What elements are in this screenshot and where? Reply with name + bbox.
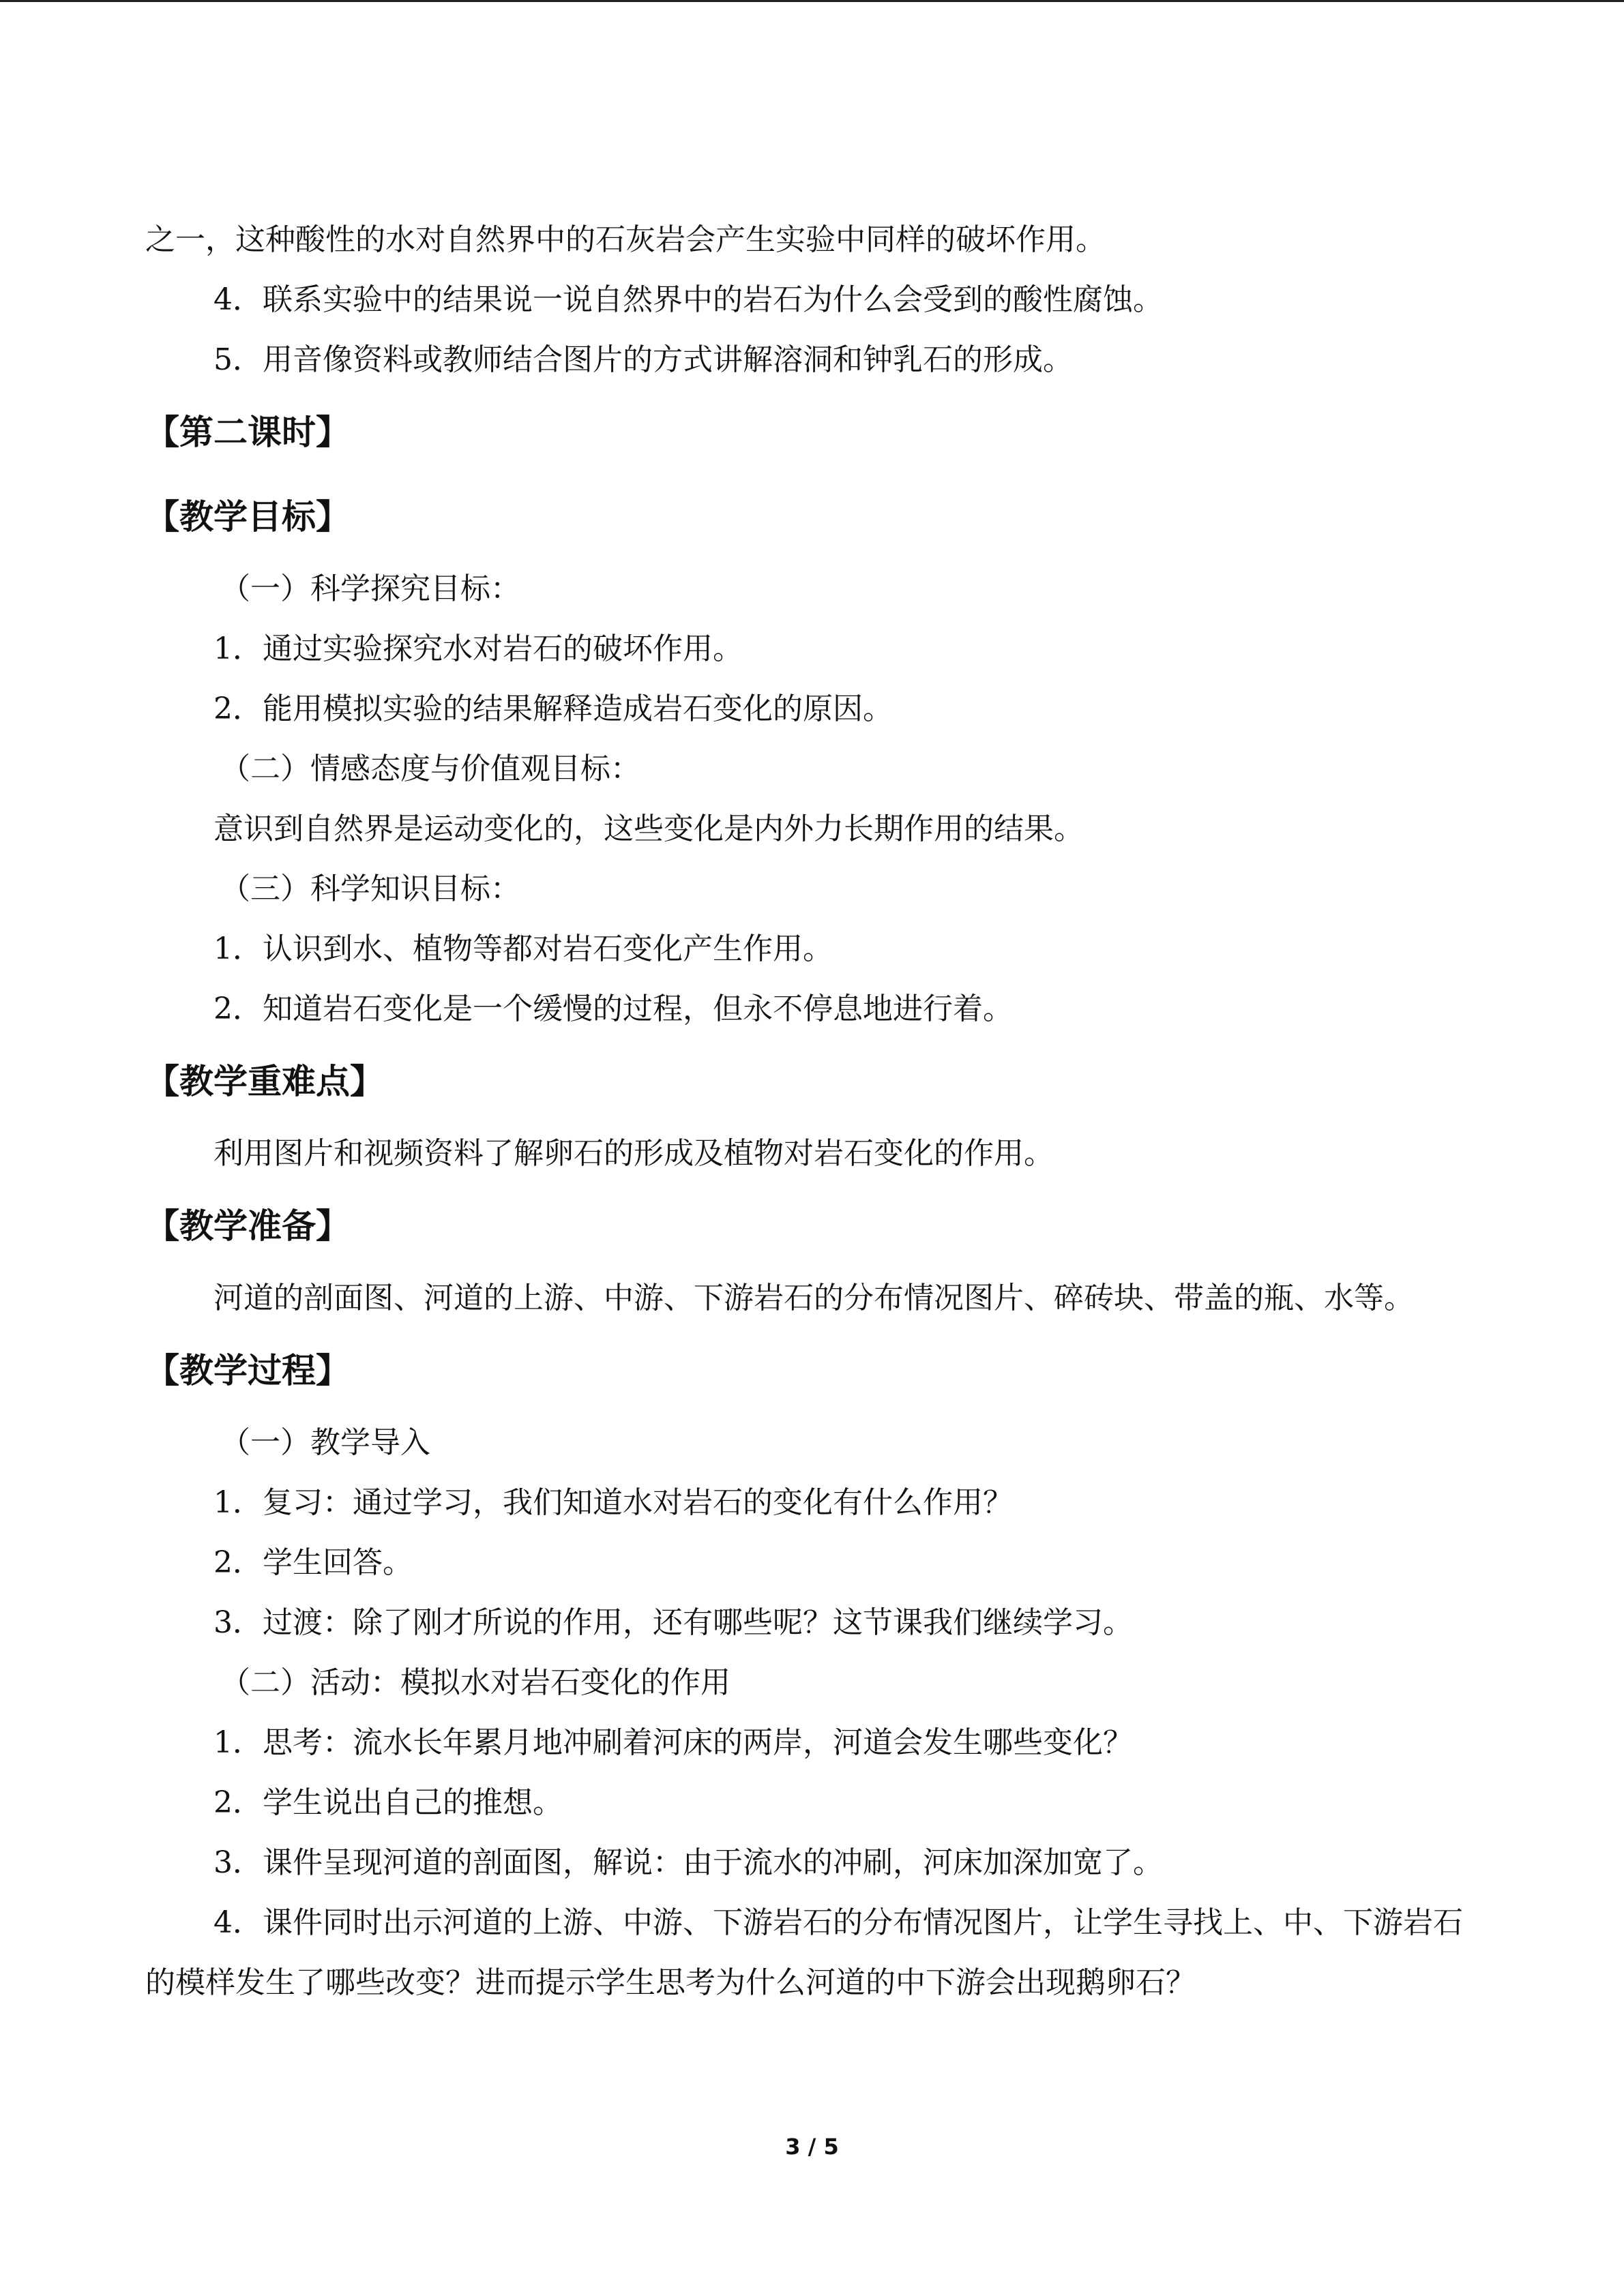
list-item: 2．知道岩石变化是一个缓慢的过程，但永不停息地进行着。 bbox=[213, 992, 1013, 1026]
list-item: 1．思考：流水长年累月地冲刷着河床的两岸，河道会发生哪些变化？ bbox=[213, 1725, 1133, 1760]
list-item: 1．复习：通过学习，我们知道水对岩石的变化有什么作用？ bbox=[213, 1485, 1013, 1520]
list-item: 1．认识到水、植物等都对岩石变化产生作用。 bbox=[213, 931, 833, 966]
subheading: （三）科学知识目标： bbox=[220, 871, 520, 906]
subheading: （二）活动：模拟水对岩石变化的作用 bbox=[220, 1665, 730, 1700]
page-number: 3 / 5 bbox=[785, 2134, 839, 2160]
list-item: 2．学生说出自己的推想。 bbox=[213, 1785, 563, 1820]
paragraph: 利用图片和视频资料了解卵石的形成及植物对岩石变化的作用。 bbox=[213, 1136, 1054, 1171]
list-item: 3．过渡：除了刚才所说的作用，还有哪些呢？这节课我们继续学习。 bbox=[213, 1605, 1133, 1640]
list-item: 2．能用模拟实验的结果解释造成岩石变化的原因。 bbox=[213, 691, 893, 726]
list-item: 2．学生回答。 bbox=[213, 1545, 413, 1580]
subheading: （一）教学导入 bbox=[220, 1425, 430, 1460]
paragraph: 之一，这种酸性的水对自然界中的石灰岩会产生实验中同样的破坏作用。 bbox=[145, 222, 1106, 257]
section-heading: 【教学重难点】 bbox=[145, 1062, 384, 1101]
list-item: 1．通过实验探究水对岩石的破坏作用。 bbox=[213, 631, 743, 666]
paragraph: 意识到自然界是运动变化的，这些变化是内外力长期作用的结果。 bbox=[213, 811, 1084, 846]
list-item: 4．课件同时出示河道的上游、中游、下游岩石的分布情况图片，让学生寻找上、中、下游岩石的模样发生了哪些改变？进而提示学生思考为什么河道的中下游会出现鹅卵石？ bbox=[145, 1905, 1463, 2000]
section-heading: 【教学过程】 bbox=[145, 1351, 350, 1390]
paragraph: 5．用音像资料或教师结合图片的方式讲解溶洞和钟乳石的形成。 bbox=[213, 342, 1073, 377]
paragraph: 河道的剖面图、河道的上游、中游、下游岩石的分布情况图片、碎砖块、带盖的瓶、水等。 bbox=[213, 1281, 1414, 1315]
paragraph: 4．联系实验中的结果说一说自然界中的岩石为什么会受到的酸性腐蚀。 bbox=[213, 282, 1163, 317]
subheading: （二）情感态度与价值观目标： bbox=[220, 751, 640, 786]
section-heading: 【第二课时】 bbox=[145, 413, 350, 452]
subheading: （一）科学探究目标： bbox=[220, 571, 520, 606]
section-heading: 【教学准备】 bbox=[145, 1206, 350, 1246]
list-item: 3．课件呈现河道的剖面图，解说：由于流水的冲刷，河床加深加宽了。 bbox=[213, 1845, 1163, 1880]
section-heading: 【教学目标】 bbox=[145, 497, 350, 537]
top-border-line bbox=[0, 0, 1624, 2]
document-page bbox=[145, 210, 1479, 2013]
